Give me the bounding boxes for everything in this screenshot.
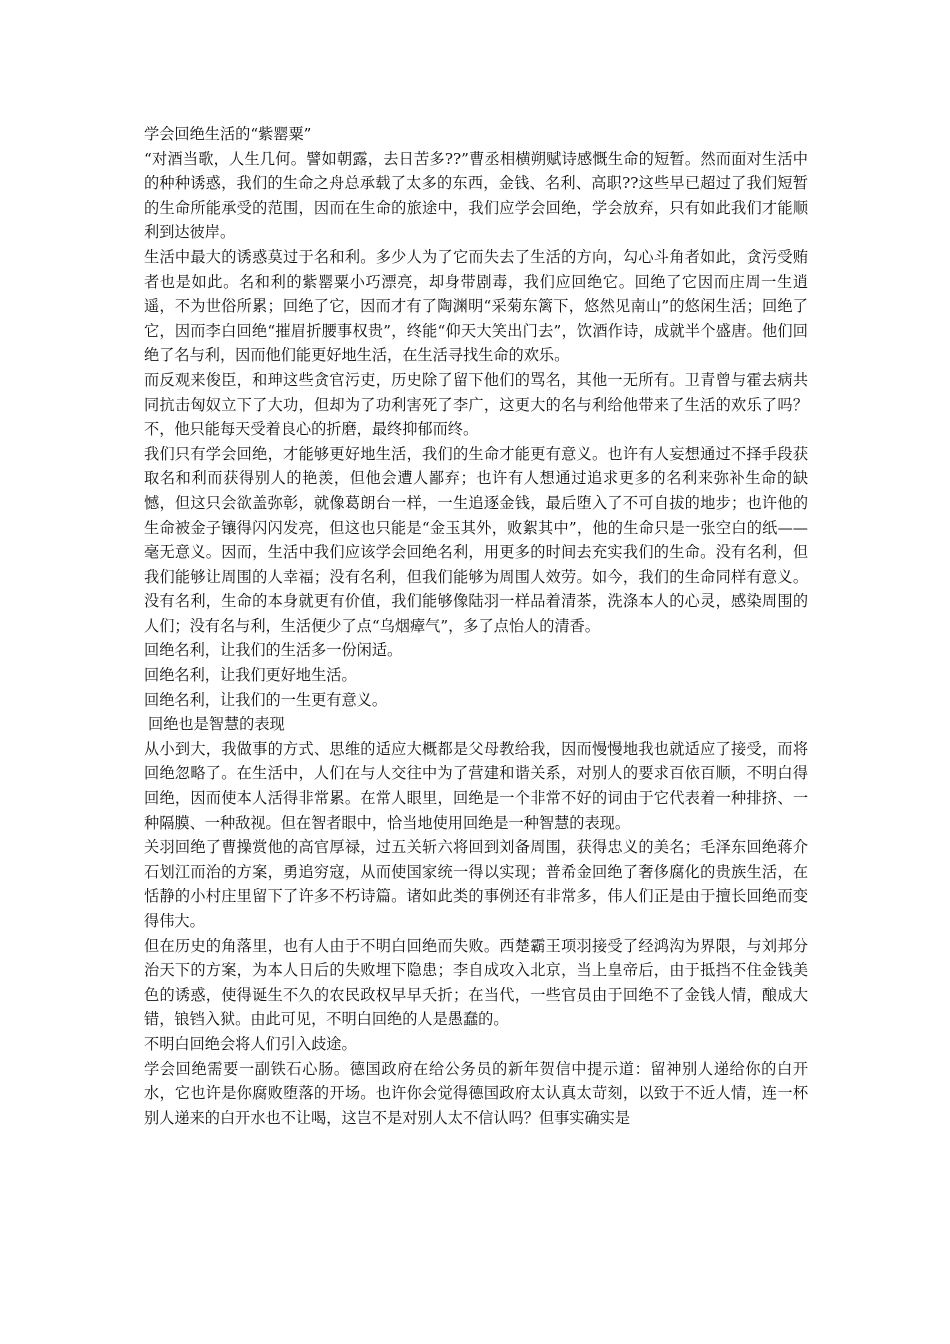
paragraph-5: 回绝名利，让我们的生活多一份闲适。 — [144, 641, 403, 660]
paragraph-11: 但在历史的角落里，也有人由于不明白回绝而失败。西楚霸王项羽接受了经鸿沟为界限，与刘邦分治天下的方案，为本人日后的失败埋下隐患；李自成攻入北京，当上皇帝后，由于抵挡不住金钱美色的诱惑，使得诞生不久的农民政权早早夭折；在当代，一些官员由于回绝不了金钱人情，酿成大错，锒铛入狱。由此可见，不明白回绝的人是愚蠢的。 — [144, 936, 808, 1029]
document-page — [144, 122, 808, 1130]
paragraph-2: 生活中最大的诱惑莫过于名和利。多少人为了它而失去了生活的方向，勾心斗角者如此，贪污受贿者也是如此。名和利的紫罂粟小巧漂亮，却身带剧毒，我们应回绝它。回绝了它因而庄周一生逍遥，不为世俗所累；回绝了它，因而才有了陶渊明“采菊东篱下，悠然见南山”的悠闲生活；回绝了它，因而李白回绝“摧眉折腰事权贵”，终能“仰天大笑出门去”，饮酒作诗，成就半个盛唐。他们回绝了名与利，因而他们能更好地生活，在生活寻找生命的欢乐。 — [144, 247, 808, 365]
paragraph-13: 学会回绝需要一副铁石心肠。德国政府在给公务员的新年贺信中提示道：留神别人递给你的白开水，它也许是你腐败堕落的开场。也许你会觉得德国政府太认真太苛刻，以致于不近人情，连一杯别人递来的白开水也不让喝，这岂不是对别人太不信认吗？但事实确实是 — [144, 1059, 808, 1127]
paragraph-9: 从小到大，我做事的方式、思维的适应大概都是父母教给我，因而慢慢地我也就适应了接受，而将回绝忽略了。在生活中，人们在与人交往中为了营建和谐关系，对别人的要求百依百顺，不明白得回绝，因而使本人活得非常累。在常人眼里，回绝是一个非常不好的词由于它代表着一种排挤、一种隔膜、一种敌视。但在智者眼中，恰当地使用回绝是一种智慧的表现。 — [144, 739, 808, 832]
document-title: 学会回绝生活的“紫罂粟” — [144, 125, 312, 143]
paragraph-6: 回绝名利，让我们更好地生活。 — [144, 666, 357, 685]
paragraph-4: 我们只有学会回绝，才能够更好地生活，我们的生命才能更有意义。也许有人妄想通过不择手段获取名和利而获得别人的艳羡，但他会遭人鄙弃；也许有人想通过追求更多的名利来弥补生命的缺憾，但这只会欲盖弥彰，就像葛朗台一样，一生追逐金钱，最后堕入了不可自拔的地步；也许他的生命被金子镶得闪闪发亮，但这也只能是“金玉其外，败絮其中”，他的生命只是一张空白的纸——毫无意义。因而，生活中我们应该学会回绝名利，用更多的时间去充实我们的生命。没有名利，但我们能够让周围的人幸福；没有名利，但我们能够为周围人效劳。如今，我们的生命同样有意义。没有名利，生命的本身就更有价值，我们能够像陆羽一样品着清茶，洗涤本人的心灵，感染周围的人们；没有名与利，生活便少了点“乌烟瘴气”，多了点怡人的清香。 — [144, 444, 808, 635]
paragraph-1: “对酒当歌，人生几何。譬如朝露，去日苦多??”曹丞相横朔赋诗感慨生命的短暂。然而面对生活中的种种诱惑，我们的生命之舟总承载了太多的东西，金钱、名利、高职??这些早已超过了我们短暂的生命所能承受的范围，因而在生命的旅途中，我们应学会回绝，学会放弃，只有如此我们才能顺利到达彼岸。 — [144, 149, 808, 242]
paragraph-3: 而反观来俊臣，和珅这些贪官污吏，历史除了留下他们的骂名，其他一无所有。卫青曾与霍去病共同抗击匈奴立下了大功，但却为了功利害死了李广，这更大的名与利给他带来了生活的欢乐了吗？不，他只能每天受着良心的折磨，最终抑郁而终。 — [144, 370, 808, 439]
paragraph-7: 回绝名利，让我们的一生更有意义。 — [144, 690, 387, 709]
section-heading: 回绝也是智慧的表现 — [148, 715, 285, 734]
paragraph-10: 关羽回绝了曹操赏他的高官厚禄，过五关斩六将回到刘备周围，获得忠义的美名；毛泽东回绝蒋介石划江而治的方案，勇追穷寇，从而使国家统一得以实现；普希金回绝了奢侈腐化的贵族生活，在恬静的小村庄里留下了许多不朽诗篇。诸如此类的事例还有非常多，伟人们正是由于擅长回绝而变得伟大。 — [144, 838, 808, 930]
paragraph-12: 不明白回绝会将人们引入歧途。 — [144, 1034, 357, 1053]
